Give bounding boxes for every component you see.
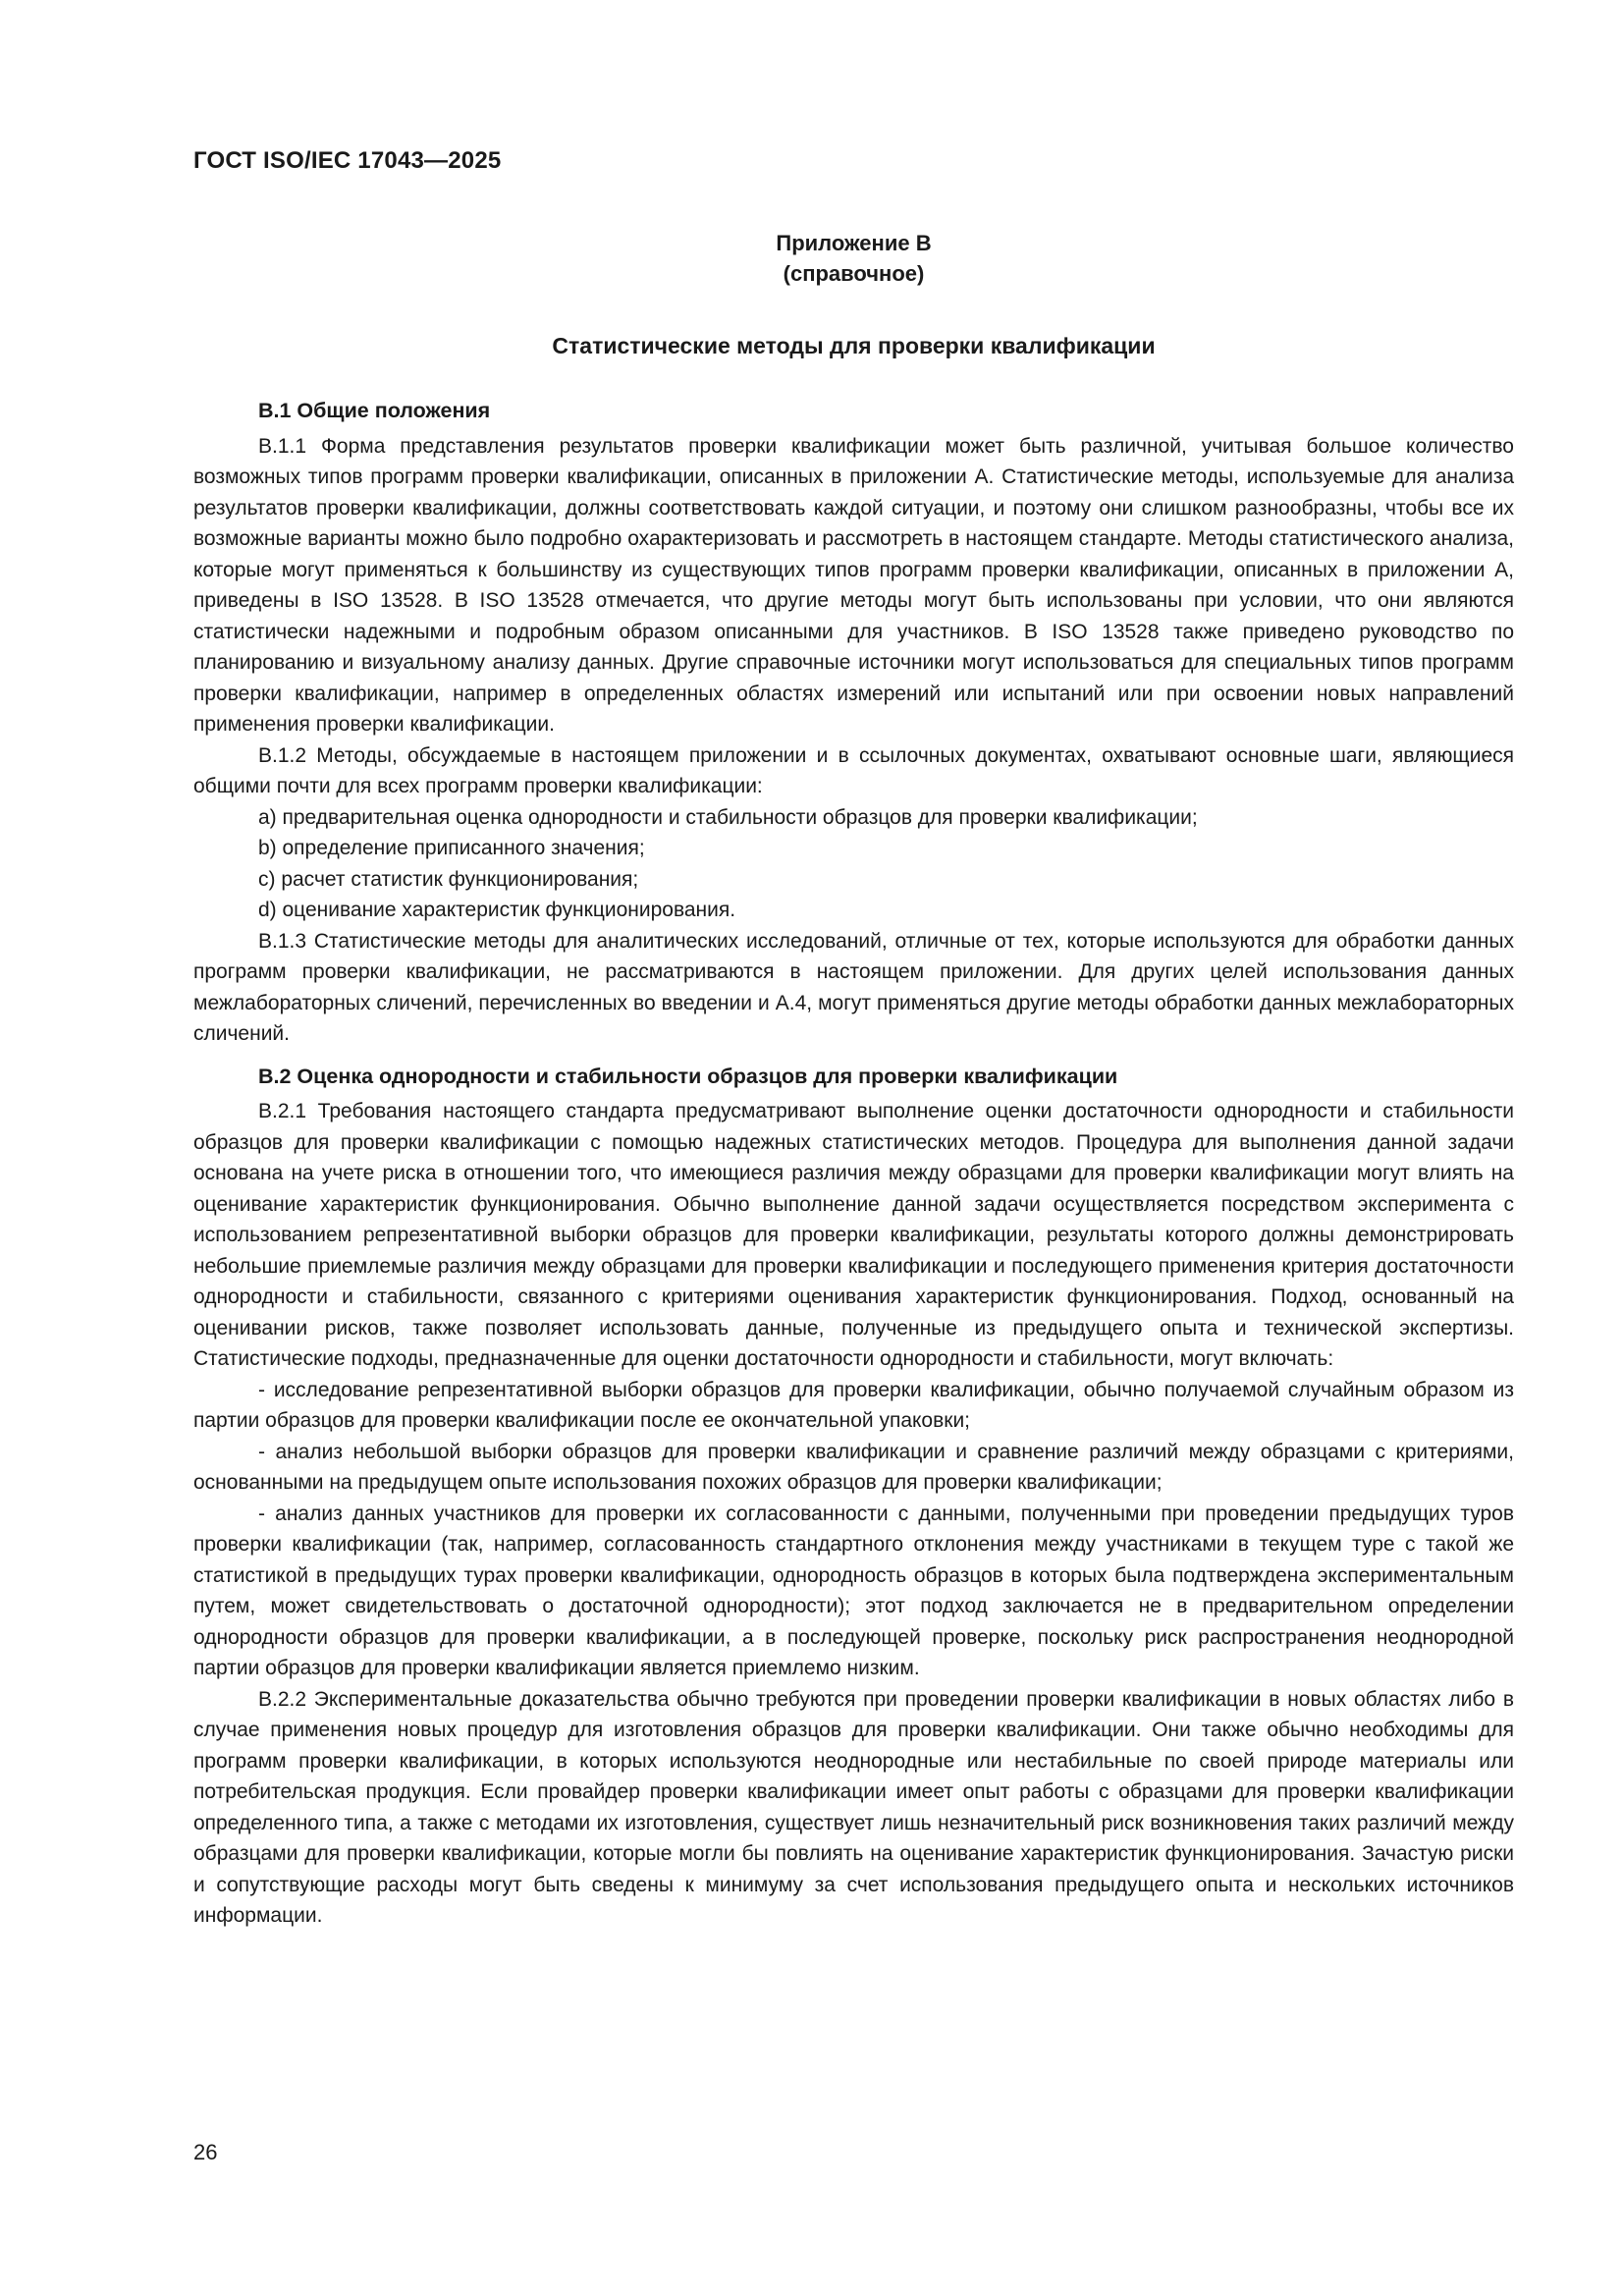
paragraph: В.2.1 Требования настоящего стандарта предусматривают выполнение оценки достаточности однородности и стабильности образцов для проверки квалификации с помощью надежных статистических методов. Процедура для выполнения данной задачи основана на учете риска в отношении того, что имеющиеся различия между образцами для проверки квалификации могут влиять на оценивание характеристик функционирования. Обычно выполнение данной задачи осуществляется посредством эксперимента с использованием репрезентативной выборки образцов для проверки квалификации, результаты которого должны демонстрировать небольшие приемлемые различия между образцами для проверки квалификации и последующего применения критерия достаточности однородности и стабильности, связанного с критериями оценивания характеристик функционирования. Подход, основанный на оценивании рисков, также позволяет использовать данные, полученные из предыдущего опыта и технической экспертизы. Статистические подходы, предназначенные для оценки достаточности однородности и стабильности, могут включать:: [193, 1100, 1514, 1370]
document-id-header: ГОСТ ISO/IEC 17043—2025: [193, 147, 502, 174]
bullet-item: - анализ небольшой выборки образцов для проверки квалификации и сравнение различий между образцами с критериями, основанными на предыдущем опыте использования похожих образцов для проверки квалификации;: [193, 1440, 1514, 1494]
annex-title: Приложение В: [776, 231, 932, 255]
section-heading: В.2 Оценка однородности и стабильности образцов для проверки квалификации: [258, 1064, 1118, 1088]
page-number: 26: [193, 2140, 218, 2164]
list-item: b) определение приписанного значения;: [258, 837, 645, 859]
list-item: d) оценивание характеристик функционирования.: [258, 899, 736, 921]
bullet-item: - исследование репрезентативной выборки образцов для проверки квалификации, обычно получаемой случайным образом из партии образцов для проверки квалификации после ее окончательной упаковки;: [193, 1378, 1514, 1432]
annex-subtitle: (справочное): [783, 261, 925, 286]
bullet-item: - анализ данных участников для проверки их согласованности с данными, полученными при проведении предыдущих туров проверки квалификации (так, например, согласованность стандартного отклонения между участниками в текущем туре с такой же статистикой в предыдущих турах проверки квалификации, однородность образцов в которых была подтверждена экспериментальным путем, может свидетельствовать о достаточной однородности); этот подход заключается не в предварительном определении однородности образцов для проверки квалификации, а в последующей проверке, поскольку риск распространения неоднородной партии образцов для проверки квалификации является приемлемо низким.: [193, 1502, 1514, 1679]
paragraph: В.1.2 Методы, обсуждаемые в настоящем приложении и в ссылочных документах, охватывают основные шаги, являющиеся общими почти для всех программ проверки квалификации:: [193, 743, 1514, 797]
section-heading: В.1 Общие положения: [258, 399, 491, 422]
list-item: c) расчет статистик функционирования;: [258, 867, 639, 891]
paragraph: В.1.1 Форма представления результатов проверки квалификации может быть различной, учитывая большое количество возможных типов программ проверки квалификации, описанных в приложении А. Статистические методы, используемые для анализа результатов проверки квалификации, должны соответствовать каждой ситуации, и поэтому они слишком разнообразны, чтобы все их возможные варианты можно было подробно охарактеризовать и рассмотреть в настоящем стандарте. Методы статистического анализа, которые могут применяться к большинству из существующих типов программ проверки квалификации, описанных в приложении А, приведены в ISO 13528. В ISO 13528 отмечается, что другие методы могут быть использованы при условии, что они являются статистически надежными и подробным образом описанными для участников. В ISO 13528 также приведено руководство по планированию и визуальному анализу данных. Другие справочные источники могут использоваться для специальных типов программ проверки квалификации, например в определенных областях измерений или испытаний или при освоении новых направлений применения проверки квалификации.: [193, 434, 1514, 736]
annex-heading: Статистические методы для проверки квалификации: [552, 333, 1156, 358]
document-body: [193, 396, 1514, 1932]
paragraph: В.2.2 Экспериментальные доказательства обычно требуются при проведении проверки квалификации в новых областях либо в случае применения новых процедур для изготовления образцов для проверки квалификации. Они также обычно необходимы для программ проверки квалификации, в которых используются неоднородные или нестабильные по своей природе материалы или потребительская продукция. Если провайдер проверки квалификации имеет опыт работы с образцами для проверки квалификации определенного типа, а также с методами их изготовления, существует лишь незначительный риск возникновения таких различий между образцами для проверки квалификации, которые могли бы повлиять на оценивание характеристик функционирования. Зачастую риски и сопутствующие расходы могут быть сведены к минимуму за счет использования предыдущего опыта и нескольких источников информации.: [193, 1687, 1514, 1927]
list-item: а) предварительная оценка однородности и стабильности образцов для проверки квалификации;: [258, 805, 1198, 829]
paragraph: В.1.3 Статистические методы для аналитических исследований, отличные от тех, которые используются для обработки данных программ проверки квалификации, не рассматриваются в настоящем приложении. Для других целей использования данных межлабораторных сличений, перечисленных во введении и А.4, могут применяться другие методы обработки данных межлабораторных сличений.: [193, 929, 1514, 1045]
annex-title-block: [193, 228, 1514, 361]
